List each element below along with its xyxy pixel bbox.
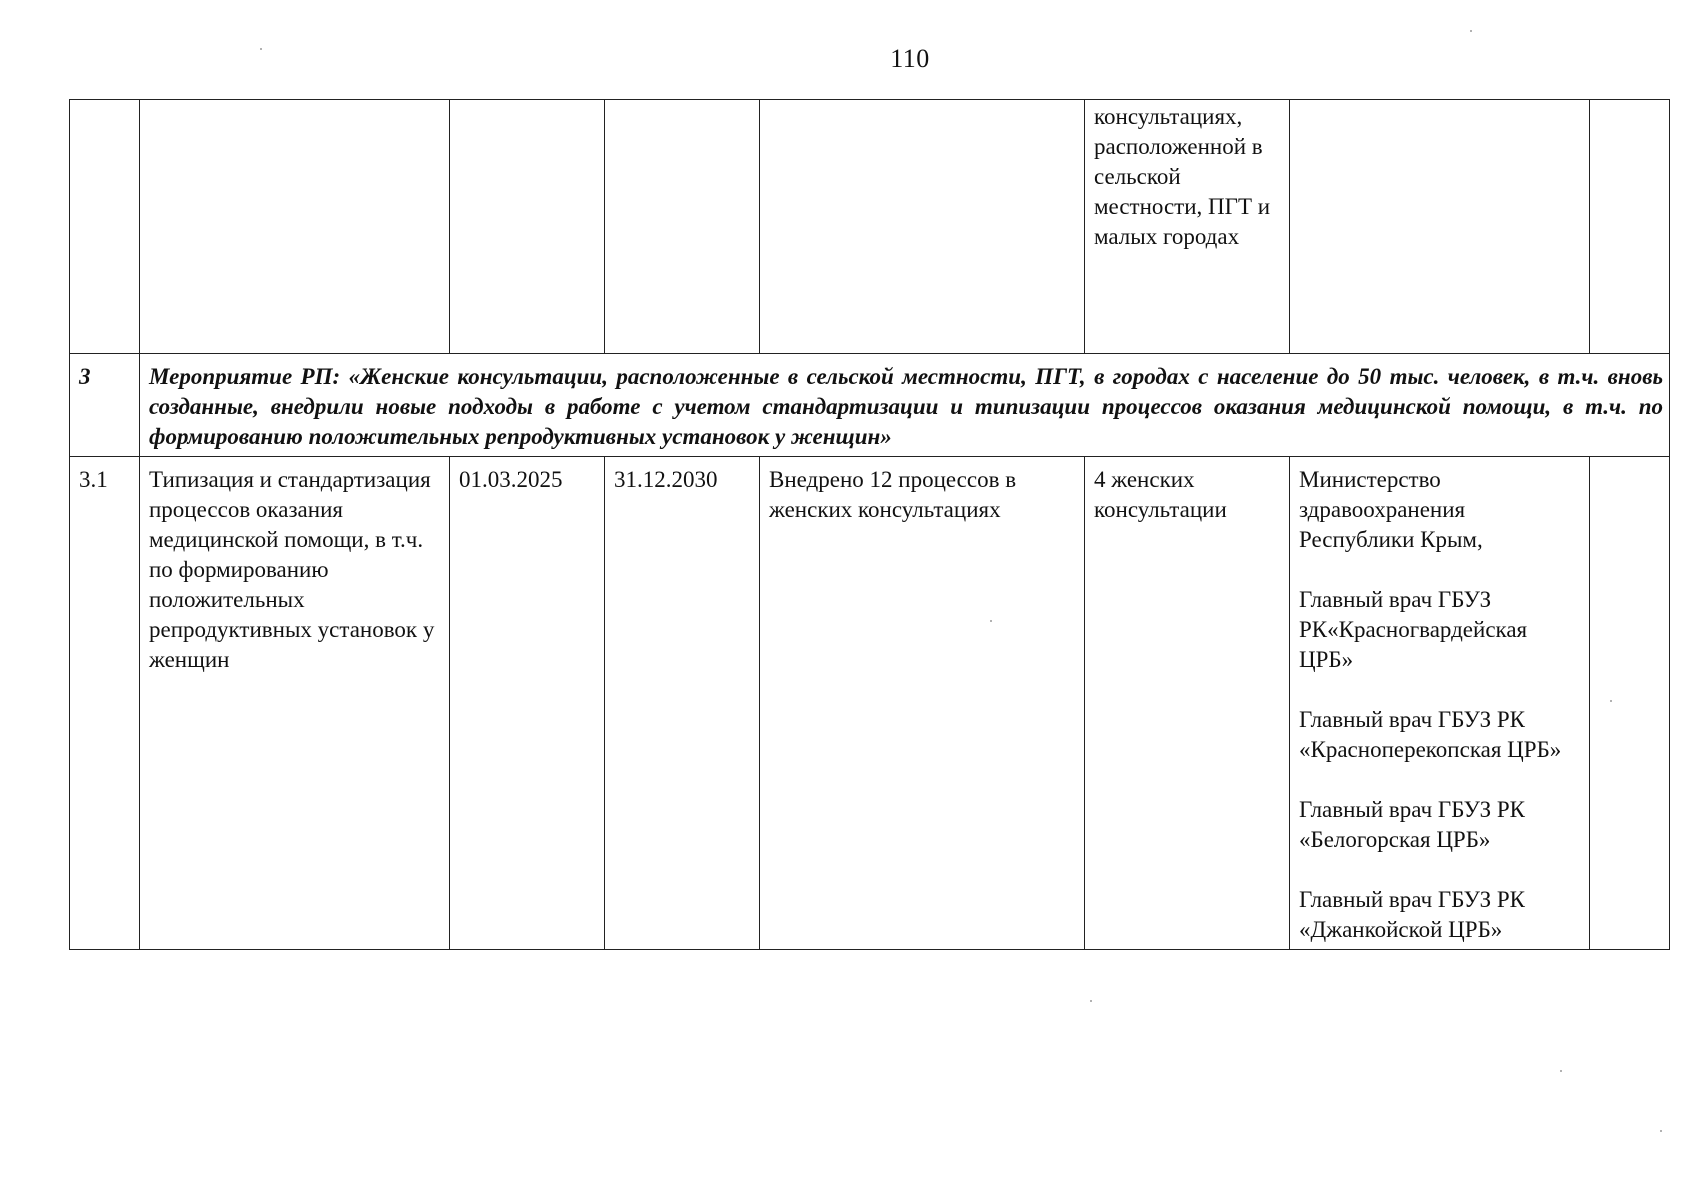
scan-speck — [990, 620, 992, 622]
section-number: 3 — [70, 354, 140, 457]
responsible-entry: Главный врач ГБУЗ РК «Джанкойской ЦРБ» — [1299, 887, 1525, 942]
table-row — [70, 457, 1670, 950]
item-result: Внедрено 12 процессов в женских консультациях — [760, 457, 1085, 950]
responsible-entry: Главный врач ГБУЗ РК «Белогорская ЦРБ» — [1299, 797, 1525, 852]
continuation-row — [70, 100, 1670, 354]
item-note — [1590, 457, 1670, 950]
cell-end-date — [605, 100, 760, 354]
cell-start-date — [450, 100, 605, 354]
cell-indicator: консультациях, расположенной в сельской местности, ПГТ и малых городах — [1085, 100, 1290, 354]
item-name: Типизация и стандартизация процессов оказания медицинской помощи, в т.ч. по формированию положительных репродуктивных установок у женщин — [140, 457, 450, 950]
responsible-entry: Министерство здравоохранения Республики Крым, — [1299, 467, 1483, 552]
cell-number — [70, 100, 140, 354]
cell-note — [1590, 100, 1670, 354]
scan-speck — [1090, 1000, 1092, 1002]
plan-table — [69, 99, 1670, 950]
item-end-date: 31.12.2030 — [605, 457, 760, 950]
section-title: Мероприятие РП: «Женские консультации, расположенные в сельской местности, ПГТ, в городах с население до 50 тыс. человек, в т.ч. вновь созданные, внедрили новые подходы в работе с учетом стандартизации и типизации процессов оказания медицинской помощи, в т.ч. по формированию положительных репродуктивных установок у женщин» — [140, 354, 1670, 457]
responsible-entry: Главный врач ГБУЗ РК«Красногвардейская ЦРБ» — [1299, 587, 1528, 672]
scan-speck — [1610, 700, 1612, 702]
section-row — [70, 354, 1670, 457]
item-number: 3.1 — [70, 457, 140, 950]
scan-speck — [260, 48, 262, 50]
cell-name — [140, 100, 450, 354]
item-indicator: 4 женских консультации — [1085, 457, 1290, 950]
responsible-entry: Главный врач ГБУЗ РК «Красноперекопская ЦРБ» — [1299, 707, 1562, 762]
scan-speck — [1560, 1070, 1562, 1072]
page-number: 110 — [890, 44, 930, 73]
cell-result — [760, 100, 1085, 354]
item-responsible — [1290, 457, 1590, 950]
cell-responsible — [1290, 100, 1590, 354]
scan-speck — [1470, 30, 1472, 32]
scan-speck — [1660, 1130, 1662, 1132]
item-start-date: 01.03.2025 — [450, 457, 605, 950]
